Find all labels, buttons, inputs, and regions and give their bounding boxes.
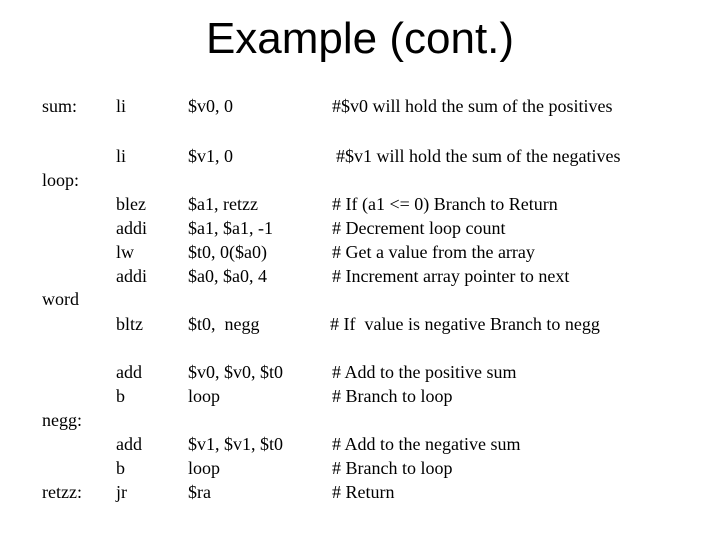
instruction-args: $v1, 0 [188, 146, 233, 166]
instruction-args: loop [188, 458, 221, 478]
instruction-args: $v1, $v1, $t0 [188, 434, 284, 454]
instruction-comment: # Add to the positive sum [332, 362, 517, 382]
instruction-op: li [116, 96, 127, 116]
instruction-args: $a1, retzz [188, 194, 258, 214]
instruction-comment: # Return [332, 482, 395, 502]
instruction-args: $t0, 0($a0) [188, 242, 267, 262]
instruction-op: blez [116, 194, 146, 214]
instruction-op: addi [116, 266, 147, 286]
label-loop: loop: [42, 170, 80, 190]
instruction-comment: # Increment array pointer to next [332, 266, 570, 286]
instruction-op: b [116, 386, 125, 406]
instruction-comment: # Add to the negative sum [332, 434, 521, 454]
instruction-comment: # If (a1 <= 0) Branch to Return [332, 194, 558, 214]
instruction-args: $a1, $a1, -1 [188, 218, 273, 238]
instruction-op: li [116, 146, 127, 166]
instruction-op: add [116, 362, 142, 382]
instruction-comment: # Get a value from the array [332, 242, 535, 262]
instruction-op: lw [116, 242, 134, 262]
instruction-comment: # Branch to loop [332, 458, 453, 478]
instruction-op: addi [116, 218, 147, 238]
instruction-args: $v0, $v0, $t0 [188, 362, 284, 382]
instruction-args: loop [188, 386, 221, 406]
instruction-comment: # Decrement loop count [332, 218, 506, 238]
instruction-op: b [116, 458, 125, 478]
instruction-args: $t0, negg [188, 314, 260, 334]
label-word: word [42, 289, 79, 309]
label-negg: negg: [42, 410, 82, 430]
instruction-args: $a0, $a0, 4 [188, 266, 267, 286]
instruction-comment: #$v1 will hold the sum of the negatives [336, 146, 621, 166]
instruction-comment: #$v0 will hold the sum of the positives [332, 96, 613, 116]
slide-title: Example (cont.) [205, 14, 515, 63]
instruction-op: bltz [116, 314, 143, 334]
instruction-args: $v0, 0 [188, 96, 233, 116]
label-retzz: retzz: [42, 482, 82, 502]
instruction-comment: # If value is negative Branch to negg [330, 314, 600, 334]
instruction-comment: # Branch to loop [332, 386, 453, 406]
instruction-op: add [116, 434, 142, 454]
label-sum: sum: [42, 96, 78, 116]
instruction-op: jr [116, 482, 127, 502]
instruction-args: $ra [188, 482, 211, 502]
